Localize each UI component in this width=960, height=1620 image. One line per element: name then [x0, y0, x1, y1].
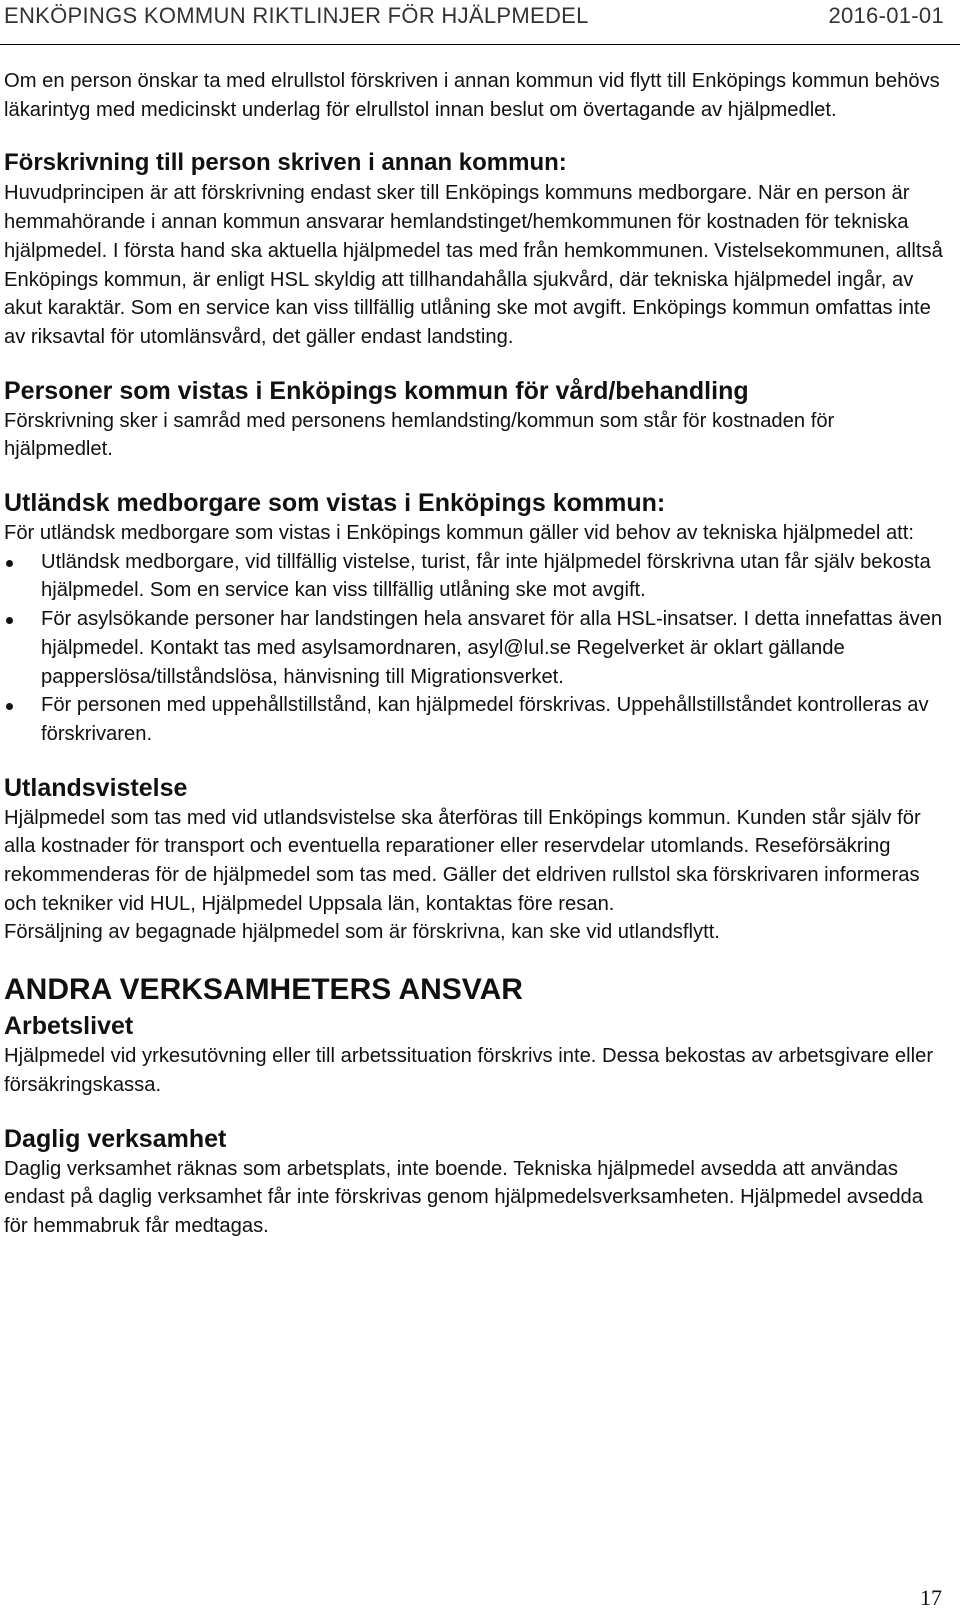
bullet-icon	[6, 703, 13, 710]
major-heading-other-operations: ANDRA VERKSAMHETERS ANSVAR	[4, 973, 523, 1007]
intro-paragraph: Om en person önskar ta med elrullstol förskriven i annan kommun vid flytt till Enköpings kommun behövs läkarintyg med medicinskt underlag för elrullstol innan beslut om övertagande av hjälpmedlet.	[4, 70, 940, 121]
section-heading-working-life: Arbetslivet	[4, 1012, 134, 1041]
document-body	[4, 67, 944, 1241]
bullet-icon	[6, 617, 13, 624]
bullet-list	[4, 548, 944, 749]
bullet-icon	[6, 560, 13, 567]
section-paragraph-persons-staying-for-care: Förskrivning sker i samråd med personens hemlandsting/kommun som står för kostnaden för hjälpmedlet.	[4, 409, 835, 461]
section-paragraph-daily-activity: Daglig verksamhet räknas som arbetsplats, inte boende. Tekniska hjälpmedel avsedda att användas endast på daglig verksamhet får inte förskrivas genom hjälpmedelsverksamheten. Hjälpmedel avsedda för hemmabruk får medtagas.	[4, 1157, 924, 1237]
section-heading-daily-activity: Daglig verksamhet	[4, 1124, 227, 1153]
section-paragraph-foreign-citizen: För utländsk medborgare som vistas i Enköpings kommun gäller vid behov av tekniska hjälpmedel att:	[4, 522, 915, 545]
section-paragraph-prescription-other-municipality: Huvudprincipen är att förskrivning endast sker till Enköpings kommuns medborgare. När en person är hemmahörande i annan kommun ansvarar hemlandstinget/hemkommunen för kostnaden för tekniska hjälpmedel. I första hand ska aktuella hjälpmedel tas med från hemkommunen. Vistelsekommunen, alltså Enköpings kommun, är enligt HSL skyldig att tillhandahålla sjukvård, där tekniska hjälpmedel ingår, av akut karaktär. Som en service kan viss tillfällig utlåning ske mot avgift. Enköpings kommun omfattas inte av riksavtal för utomlänsvård, det gäller endast landsting.	[4, 182, 943, 348]
list-item-text: För asylsökande personer har landstingen hela ansvaret för alla HSL-insatser. I detta innefattas även hjälpmedel. Kontakt tas med asylsamordnaren, asyl@lul.se Regelverket är oklart gällande papperslösa/tillståndslösa, hänvisning till Migrationsverket.	[41, 608, 943, 688]
header-title: ENKÖPINGS KOMMUN RIKTLINJER FÖR HJÄLPMEDEL	[4, 3, 589, 28]
list-item	[4, 691, 944, 748]
section-heading-foreign-citizen: Utländsk medborgare som vistas i Enköpings kommun:	[4, 489, 666, 518]
list-item	[4, 605, 944, 691]
section-paragraph-stay-abroad: Hjälpmedel som tas med vid utlandsvistelse ska återföras till Enköpings kommun. Kunden står själv för alla kostnader för transport och eventuella reparationer eller reservdelar utomlands. Reseförsäkring rekommenderas för de hjälpmedel som tas med. Gäller det eldriven rullstol ska förskrivaren informeras och tekniker vid HUL, Hjälpmedel Uppsala län, kontaktas före resan.	[4, 806, 921, 915]
list-item-text: För personen med uppehållstillstånd, kan hjälpmedel förskrivas. Uppehållstillståndet kontrolleras av förskrivaren.	[41, 694, 929, 745]
list-item-text: Utländsk medborgare, vid tillfällig vistelse, turist, får inte hjälpmedel förskrivna utan får själv bekosta hjälpmedel. Som en service kan viss tillfällig utlåning ske mot avgift.	[41, 550, 931, 602]
list-item	[4, 548, 944, 605]
header-date: 2016-01-01	[828, 3, 944, 28]
section-heading-stay-abroad: Utlandsvistelse	[4, 773, 188, 802]
section-heading-persons-staying-for-care: Personer som vistas i Enköpings kommun för vård/behandling	[4, 376, 749, 405]
section-paragraph-working-life: Hjälpmedel vid yrkesutövning eller till arbetssituation förskrivs inte. Dessa bekostas av arbetsgivare eller försäkringskassa.	[4, 1045, 934, 1096]
page-number: 17	[920, 1585, 942, 1610]
section-heading-prescription-other-municipality: Förskrivning till person skriven i annan kommun:	[4, 149, 567, 177]
section-paragraph-stay-abroad-sales: Försäljning av begagnade hjälpmedel som är förskrivna, kan ske vid utlandsflytt.	[4, 921, 720, 944]
page-header	[0, 0, 960, 45]
